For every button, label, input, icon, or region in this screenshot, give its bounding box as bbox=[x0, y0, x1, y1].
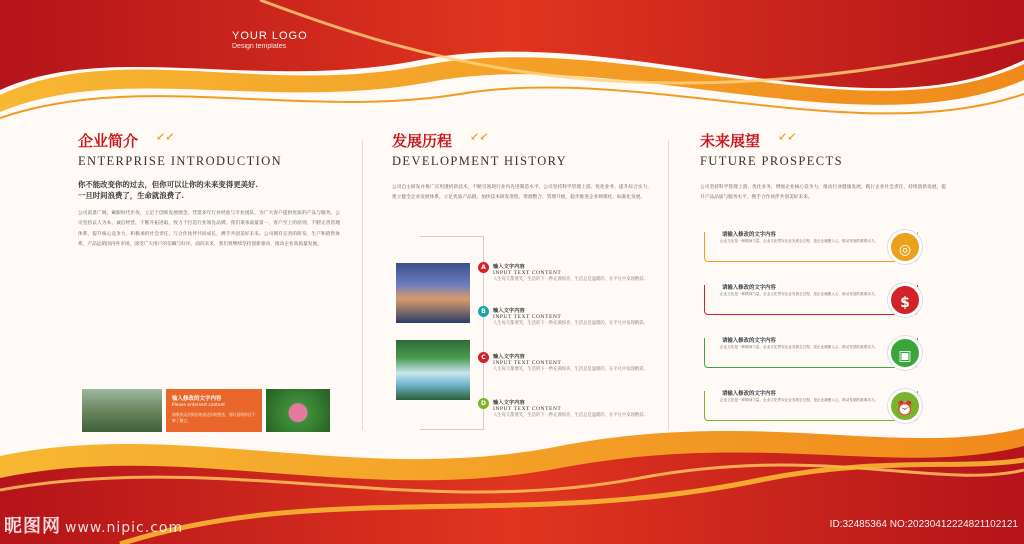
dollar-icon: $ bbox=[888, 283, 922, 317]
gift-icon: ▣ bbox=[888, 336, 922, 370]
future-heading bbox=[700, 130, 946, 152]
future-item-desc: 企业文化是一种精神力量，企业文化贯穿企业发展全过程，是企业凝聚人心、推动发展的重要动力。 bbox=[720, 398, 879, 402]
intro-panel bbox=[78, 130, 340, 430]
future-item bbox=[704, 389, 942, 423]
intro-card-en: Please entersert content bbox=[172, 403, 225, 408]
waterfall-photo bbox=[396, 340, 470, 400]
timeline-desc: 人生每天都要笑，生活的下一秒充满惊喜，生活总是温暖的，在平凡中发现精彩。 bbox=[493, 413, 648, 418]
watermark-site bbox=[4, 512, 183, 538]
logo-title: YOUR LOGO bbox=[232, 30, 308, 42]
future-item-desc: 企业文化是一种精神力量，企业文化贯穿企业发展全过程，是企业凝聚人心、推动发展的重要动力。 bbox=[720, 345, 879, 349]
history-timeline bbox=[396, 236, 656, 436]
timeline-title: 输入文字内容 bbox=[493, 400, 525, 406]
future-item-title: 请输入修改的文字内容 bbox=[722, 232, 776, 238]
future-panel bbox=[700, 130, 946, 430]
future-body: 公司坚持科学管理上游，优化业务，增强企业核心竞争力，推动行业健康发展，践行企业社会责任，持续创新发展，提升产品品质与服务水平，携手合作伙伴共创美好未来。 bbox=[700, 185, 946, 201]
timeline-dot: A bbox=[478, 262, 489, 273]
alarm-clock-icon: ⏰ bbox=[888, 389, 922, 423]
future-item bbox=[704, 336, 942, 370]
timeline-dot: D bbox=[478, 398, 489, 409]
panel-divider bbox=[668, 140, 669, 430]
future-item-desc: 企业文化是一种精神力量，企业文化贯穿企业发展全过程，是企业凝聚人心、推动发展的重要动力。 bbox=[720, 239, 879, 243]
future-item bbox=[704, 230, 942, 264]
intro-photo-strip bbox=[82, 389, 330, 432]
timeline-subtitle: INPUT TEXT CONTENT bbox=[493, 270, 562, 276]
future-item-desc: 企业文化是一种精神力量，企业文化贯穿企业发展全过程，是企业凝聚人心、推动发展的重要动力。 bbox=[720, 292, 879, 296]
city-photo bbox=[396, 263, 470, 323]
timeline-desc: 人生每天都要笑，生活的下一秒充满惊喜，生活总是温暖的，在平凡中发现精彩。 bbox=[493, 367, 648, 372]
timeline-title: 输入文字内容 bbox=[493, 354, 525, 360]
intro-heading bbox=[78, 130, 340, 152]
intro-card-desc: 如果你无法简洁的表达你的想法，那只说明你还不够了解它。 bbox=[172, 412, 256, 423]
logo-subtitle: Design templates bbox=[232, 43, 287, 50]
future-heading-cn: 未来展望 bbox=[700, 132, 761, 150]
timeline-title: 输入文字内容 bbox=[493, 264, 525, 270]
target-icon: ◎ bbox=[888, 230, 922, 264]
future-item-title: 请输入修改的文字内容 bbox=[722, 285, 776, 291]
future-item bbox=[704, 283, 942, 317]
intro-heading-en: ENTERPRISE INTRODUCTION bbox=[78, 154, 283, 168]
history-body: 公司自主研发并推广应用透析新技术，不断引领现行业内先进制造水平。公司坚持科学管理上游，优化业务、提升综合实力，建立健全企业发展体系。立足优质产品链，加快技术研发进程、资源整合、管理升级，稳步推进企业规模化、标准化发展。 bbox=[392, 185, 652, 201]
intro-slogan-1: 你不能改变你的过去，但你可以让你的未来变得更美好. bbox=[78, 180, 258, 189]
intro-slogan-2: 一旦时间浪费了，生命就浪费了. bbox=[78, 191, 185, 200]
intro-body: 公司前景广阔，紧跟时代步伐，立足于创新发展理念，凭借多年行业经验与专业团队，为广大客户提供优质的产品与服务。公司坚持以人为本，诚信经营，不断开拓进取，致力于打造行业领先品牌。我们秉承质量第一、客户至上的原则，不断完善管理体系，提升核心竞争力，积极承担社会责任，与合作伙伴共同成长，携手共创美好未来。公司拥有完善的研发、生产和销售体系，产品远销国内外市场，深受广大用户的信赖与好评。面向未来，我们将继续坚持创新驱动，推动企业高质量发展。 bbox=[78, 211, 340, 248]
history-heading-cn: 发展历程 bbox=[392, 132, 453, 150]
intro-card-title: 输入修改的文字内容 bbox=[172, 396, 222, 402]
timeline-item bbox=[478, 352, 658, 373]
future-item-title: 请输入修改的文字内容 bbox=[722, 391, 776, 397]
logo bbox=[232, 30, 308, 50]
intro-heading-cn: 企业简介 bbox=[78, 132, 139, 150]
watermark-site-name: 昵图网 bbox=[4, 516, 61, 537]
timeline-desc: 人生每天都要笑，生活的下一秒充满惊喜，生活总是温暖的，在平凡中发现精彩。 bbox=[493, 277, 648, 282]
timeline-item bbox=[478, 306, 658, 327]
double-arrow-icon: ↙↙ bbox=[470, 130, 489, 143]
timeline-desc: 人生每天都要笑，生活的下一秒充满惊喜，生活总是温暖的，在平凡中发现精彩。 bbox=[493, 321, 648, 326]
lotus-photo bbox=[266, 389, 330, 432]
watermark-id: ID:32485364 NO:20230412224821102121 bbox=[829, 519, 1018, 530]
timeline-title: 输入文字内容 bbox=[493, 308, 525, 314]
history-heading-en: DEVELOPMENT HISTORY bbox=[392, 154, 568, 168]
timeline-dot: B bbox=[478, 306, 489, 317]
future-item-title: 请输入修改的文字内容 bbox=[722, 338, 776, 344]
timeline-subtitle: INPUT TEXT CONTENT bbox=[493, 406, 562, 412]
timeline-subtitle: INPUT TEXT CONTENT bbox=[493, 314, 562, 320]
timeline-item bbox=[478, 262, 658, 283]
timeline-subtitle: INPUT TEXT CONTENT bbox=[493, 360, 562, 366]
panel-divider bbox=[362, 140, 363, 430]
future-heading-en: FUTURE PROSPECTS bbox=[700, 154, 843, 168]
intro-card bbox=[166, 389, 262, 432]
garden-photo bbox=[82, 389, 162, 432]
double-arrow-icon: ↙↙ bbox=[156, 130, 175, 143]
double-arrow-icon: ↙↙ bbox=[778, 130, 797, 143]
timeline-item bbox=[478, 398, 658, 419]
intro-slogan bbox=[78, 179, 340, 201]
watermark-url: www.nipic.com bbox=[65, 520, 184, 536]
timeline-dot: C bbox=[478, 352, 489, 363]
history-heading bbox=[392, 130, 652, 152]
